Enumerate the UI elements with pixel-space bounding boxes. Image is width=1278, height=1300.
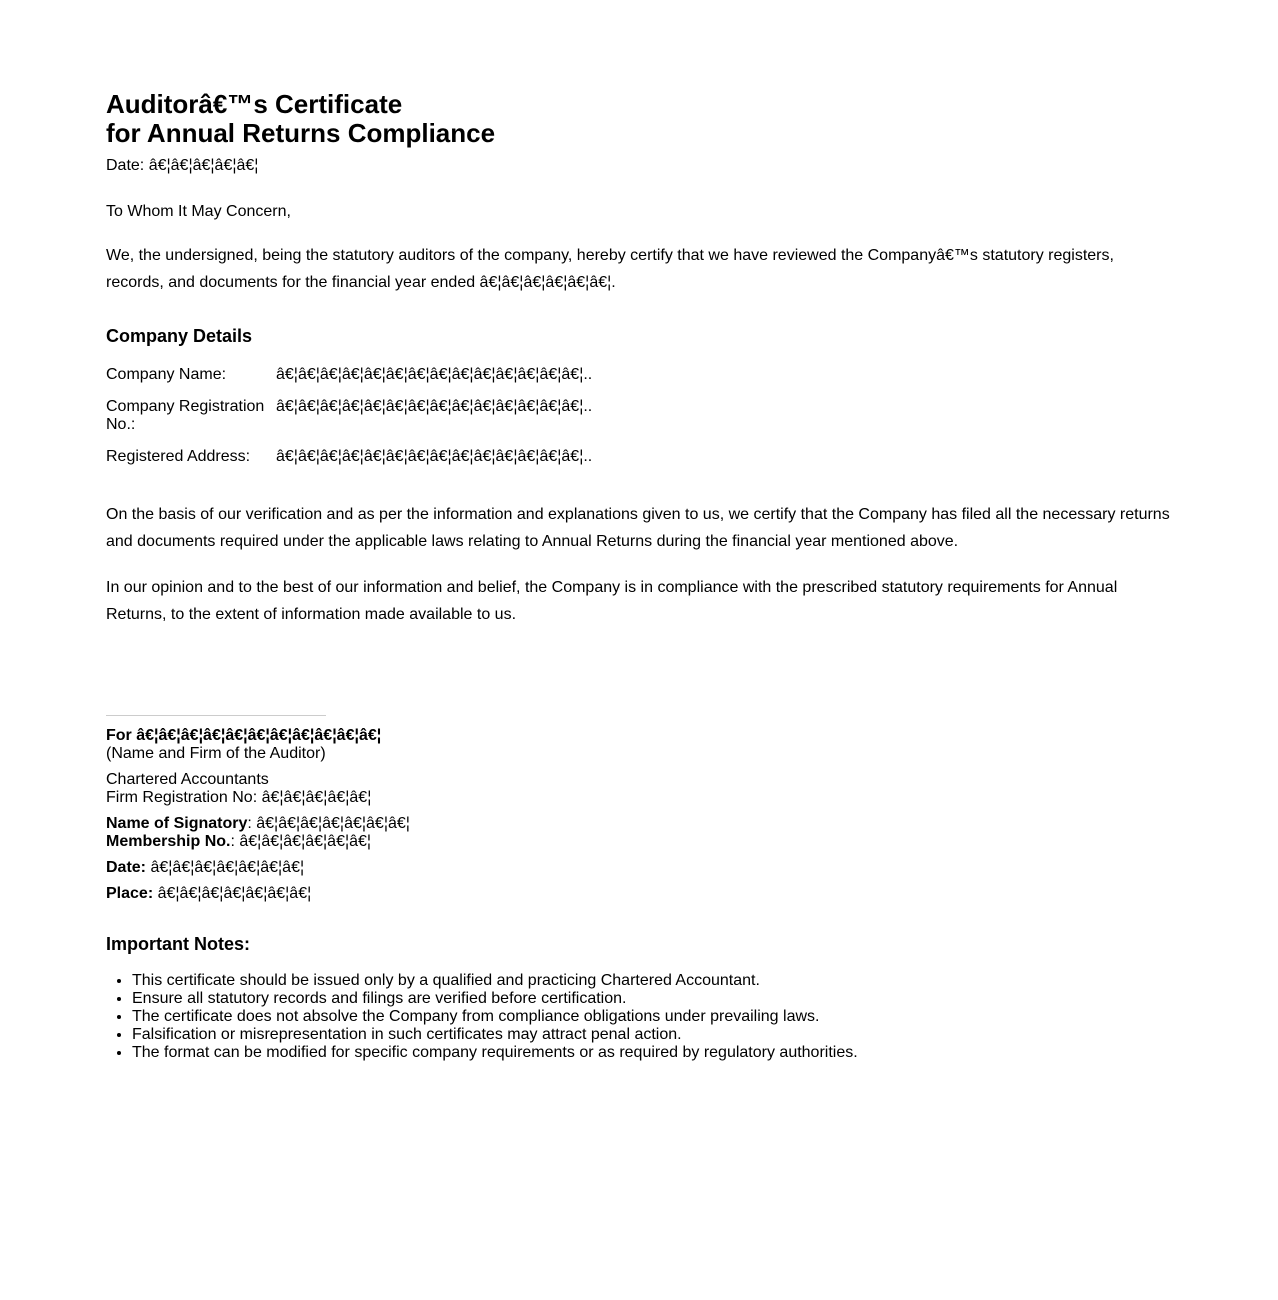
certificate-document bbox=[106, 90, 1176, 1062]
registered-address-value: â€¦â€¦â€¦â€¦â€¦â€¦â€¦â€¦â€¦â€¦â€¦â€¦â€¦â€¦.. bbox=[276, 448, 593, 465]
designation: Chartered Accountants bbox=[106, 771, 269, 788]
membership-line bbox=[106, 833, 1176, 851]
important-notes-heading: Important Notes: bbox=[106, 934, 250, 954]
membership-label: Membership No. bbox=[106, 833, 231, 850]
list-item: • This certificate should be issued only by a qualified and practicing Chartered Accountant. bbox=[132, 972, 1176, 990]
list-item: • The format can be modified for specific company requirements or as required by regulatory authorities. bbox=[132, 1044, 1176, 1062]
list-item: • The certificate does not absolve the Company from compliance obligations under prevailing laws. bbox=[132, 1008, 1176, 1026]
company-registration-label: Company Registration No.: bbox=[106, 398, 265, 433]
company-name-label: Company Name: bbox=[106, 366, 227, 383]
date-line: Date: â€¦â€¦â€¦â€¦â€¦ bbox=[106, 157, 259, 174]
document-title bbox=[106, 90, 1176, 148]
registered-address-label: Registered Address: bbox=[106, 448, 251, 465]
signatory-value: : â€¦â€¦â€¦â€¦â€¦â€¦â€¦ bbox=[247, 815, 410, 832]
company-registration-row bbox=[106, 398, 592, 448]
title-line-1: Auditorâ€™s Certificate bbox=[106, 89, 403, 119]
company-details-table bbox=[106, 366, 592, 466]
list-item: • Ensure all statutory records and filings are verified before certification. bbox=[132, 990, 1176, 1008]
membership-value: : â€¦â€¦â€¦â€¦â€¦â€¦ bbox=[230, 833, 372, 850]
salutation: To Whom It May Concern, bbox=[106, 203, 291, 220]
signature-date-label: Date: bbox=[106, 859, 147, 876]
company-name-value: â€¦â€¦â€¦â€¦â€¦â€¦â€¦â€¦â€¦â€¦â€¦â€¦â€¦â€¦.. bbox=[276, 366, 593, 383]
company-registration-value: â€¦â€¦â€¦â€¦â€¦â€¦â€¦â€¦â€¦â€¦â€¦â€¦â€¦â€¦.. bbox=[276, 398, 593, 415]
intro-paragraph: We, the undersigned, being the statutory auditors of the company, hereby certify that we have reviewed the Companyâ€™s statutory registers, records, and documents for the financial year ended â€¦â€¦â€¦â€¦â€¦â€¦. bbox=[106, 247, 1114, 291]
firm-registration: Firm Registration No: â€¦â€¦â€¦â€¦â€¦ bbox=[106, 789, 372, 806]
for-line bbox=[106, 727, 1176, 745]
for-line-text: For â€¦â€¦â€¦â€¦â€¦â€¦â€¦â€¦â€¦â€¦â€¦ bbox=[106, 727, 382, 744]
title-line-2: for Annual Returns Compliance bbox=[106, 118, 496, 148]
company-name-row bbox=[106, 366, 592, 398]
signature-date-line bbox=[106, 859, 1176, 877]
name-firm-note: (Name and Firm of the Auditor) bbox=[106, 745, 326, 762]
list-item: • Falsification or misrepresentation in such certificates may attract penal action. bbox=[132, 1026, 1176, 1044]
signature-date-value: â€¦â€¦â€¦â€¦â€¦â€¦â€¦ bbox=[146, 859, 305, 876]
basis-paragraph: On the basis of our verification and as per the information and explanations given to us, we certify that the Company has filed all the necessary returns and documents required under the applicable laws relating to Annual Returns during the financial year mentioned above. bbox=[106, 506, 1170, 550]
important-notes-list bbox=[106, 972, 1176, 1062]
place-label: Place: bbox=[106, 885, 154, 902]
place-line bbox=[106, 885, 1176, 903]
signature-block bbox=[106, 727, 1176, 903]
signatory-line bbox=[106, 815, 1176, 833]
place-value: â€¦â€¦â€¦â€¦â€¦â€¦â€¦ bbox=[153, 885, 312, 902]
opinion-paragraph: In our opinion and to the best of our information and belief, the Company is in compliance with the prescribed statutory requirements for Annual Returns, to the extent of information made available to us. bbox=[106, 579, 1118, 623]
company-details-heading: Company Details bbox=[106, 326, 253, 346]
signatory-label: Name of Signatory bbox=[106, 815, 248, 832]
registered-address-row bbox=[106, 448, 592, 466]
signature-line bbox=[106, 715, 326, 716]
